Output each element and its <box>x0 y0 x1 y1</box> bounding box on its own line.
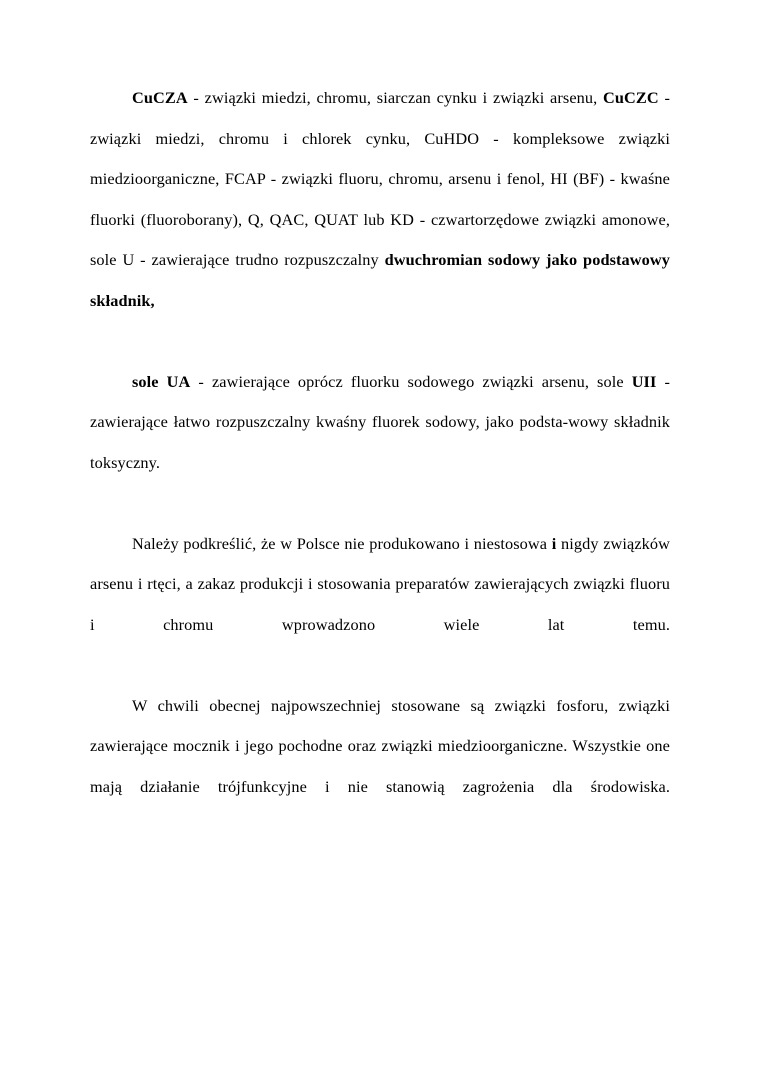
paragraph-2 <box>90 362 670 524</box>
paragraph-1 <box>90 78 670 362</box>
document-text-body <box>90 78 670 848</box>
paragraph-1-run-1: CuCZA <box>132 88 188 107</box>
paragraph-2-run-2: - zawierające oprócz fluorku sodowego związki arsenu, sole <box>190 371 632 391</box>
paragraph-4 <box>90 686 670 848</box>
paragraph-1-run-4: - związki miedzi, chromu i chlorek cynku, CuHDO - kompleksowe związki miedzioorganiczne, FCAP - związki fluoru, chromu, arsenu i fenol, HI (BF) - kwaśne fluorki (fluoroborany), Q, QAC, QUAT lub KD - czwartorzędowe związki amonowe, sole U - zawierające trudno rozpuszczalny <box>90 88 670 269</box>
paragraph-1-run-3: CuCZC <box>603 88 659 107</box>
paragraph-3 <box>90 524 670 686</box>
paragraph-3-run-2: i <box>551 533 557 553</box>
paragraph-1-run-2: - związki miedzi, chromu, siarczan cynku i związki arsenu, <box>187 88 604 107</box>
paragraph-4-run-1: W chwili obecnej najpowszechniej stosowane są związki fosforu, związki zawierające mocznik i jego pochodne oraz związki miedzioorganiczne. Wszystkie one mają działanie trójfunkcyjne i nie stanowią zagrożenia dla środowiska. <box>90 695 670 796</box>
paragraph-2-run-3: UII <box>631 371 657 391</box>
paragraph-3-run-3: nigdy związków arsenu i rtęci, a zakaz produkcji i stosowania preparatów zawierających związki fluoru i chromu wprowadzono wiele lat temu. <box>90 533 670 634</box>
paragraph-2-run-1: sole UA <box>132 371 191 391</box>
paragraph-2-run-4: - zawierające łatwo rozpuszczalny kwaśny fluorek sodowy, jako podsta-wowy składnik toksyczny. <box>90 371 670 472</box>
paragraph-1-run-5: dwuchromian sodowy jako podstawowy składnik, <box>90 250 670 310</box>
paragraph-3-run-1: Należy podkreślić, że w Polsce nie produkowano i niestosowa <box>132 533 552 553</box>
